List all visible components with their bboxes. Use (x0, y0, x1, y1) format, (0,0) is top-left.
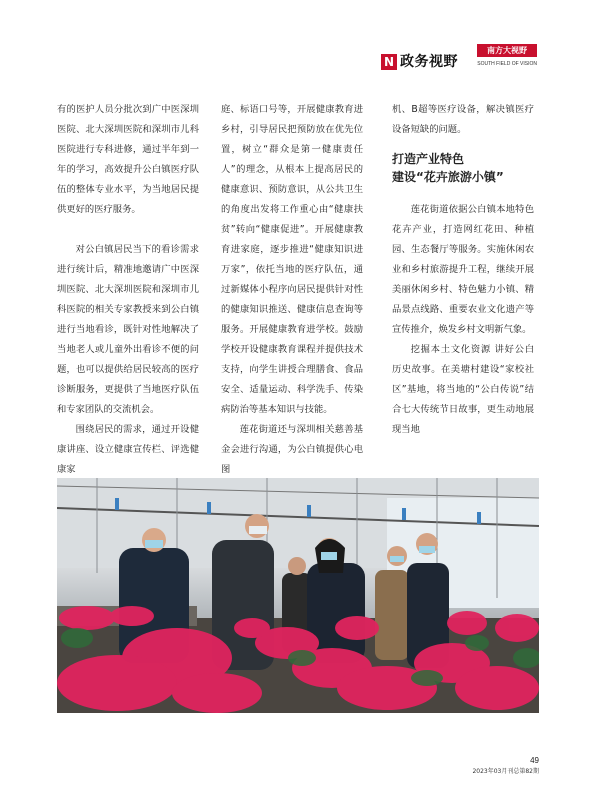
paragraph: 机、B超等医疗设备，解决镇医疗设备短缺的问题。 (392, 104, 534, 135)
masthead (381, 44, 537, 76)
magazine-logo-icon: N (381, 54, 397, 70)
subheading-line: 建设“花卉旅游小镇” (392, 170, 504, 184)
brand-english-name: SOUTH FIELD OF VISION (477, 61, 537, 67)
paragraph: 对公白镇居民当下的看诊需求进行统计后，精准地邀请广中医深圳医院、北大深圳医院和深圳市儿科医院的相关专家教授来到公白镇进行当地看诊，既针对性地解决了当地老人或儿童外出看诊不便的问题，也可以提供给居民较高的医疗诊断服务，更提供了当地医疗队伍和专家团队的交流机会。 (57, 244, 199, 415)
text-column-1 (57, 100, 199, 480)
paragraph: 莲花街道还与深圳相关慈善基金会进行沟通，为公白镇提供心电图 (221, 424, 363, 475)
paragraph: 围绕居民的需求，通过开设健康讲座、设立健康宣传栏、评选健康家 (57, 424, 199, 475)
text-column-2 (221, 100, 363, 480)
section-subheading (392, 150, 534, 186)
section-title: 政务视野 (400, 54, 458, 70)
greenhouse-poinsettia-photo (57, 478, 539, 713)
brand-tag: 南方大视野 (477, 44, 537, 57)
page-number: 49 (530, 756, 539, 765)
issue-label: 2023年03月刊总第82期 (472, 768, 539, 775)
paragraph: 莲花街道依据公白镇本地特色花卉产业，打造网红花田、种植园、生态餐厅等服务。实施休闲农业和乡村旅游提升工程，继续开展美丽休闲乡村、特色魅力小镇、精品景点线路、重要农业文化遗产等宣传推介，焕发乡村文明新气象。 (392, 204, 534, 335)
text-column-3 (392, 100, 534, 440)
paragraph: 挖掘本土文化资源 讲好公白历史故事。在美塘村建设“家校社区”基地，将当地的“公白传说”结合七大传统节日故事，更生动地展现当地 (392, 344, 534, 435)
paragraph: 有的医护人员分批次到广中医深圳医院、北大深圳医院和深圳市儿科医院进行专科进修，通过半年到一年的学习，高效提升公白镇医疗队伍的整体专业水平，为当地居民提供更好的医疗服务。 (57, 104, 199, 215)
subheading-line: 打造产业特色 (392, 152, 465, 166)
photo-illustration (57, 478, 539, 713)
paragraph: 庭、标语口号等，开展健康教育进乡村，引导居民把预防放在优先位置，树立“群众是第一健康责任人”的理念，从根本上提高居民的健康意识、预防意识，从公共卫生的角度出发将工作重心由“健康扶贫”转向“健康促进”。开展健康教育进家庭，逐步推进“健康知识进万家”，依托当地的医疗队伍，通过新媒体小程序向居民提供针对性的健康知识推送、健康信息查询等服务。开展健康教育进学校。鼓励学校开设健康教育课程并提供技术支持，向学生讲授合理膳食、食品安全、适量运动、科学洗手、传染病防治等基本知识与技能。 (221, 104, 363, 415)
